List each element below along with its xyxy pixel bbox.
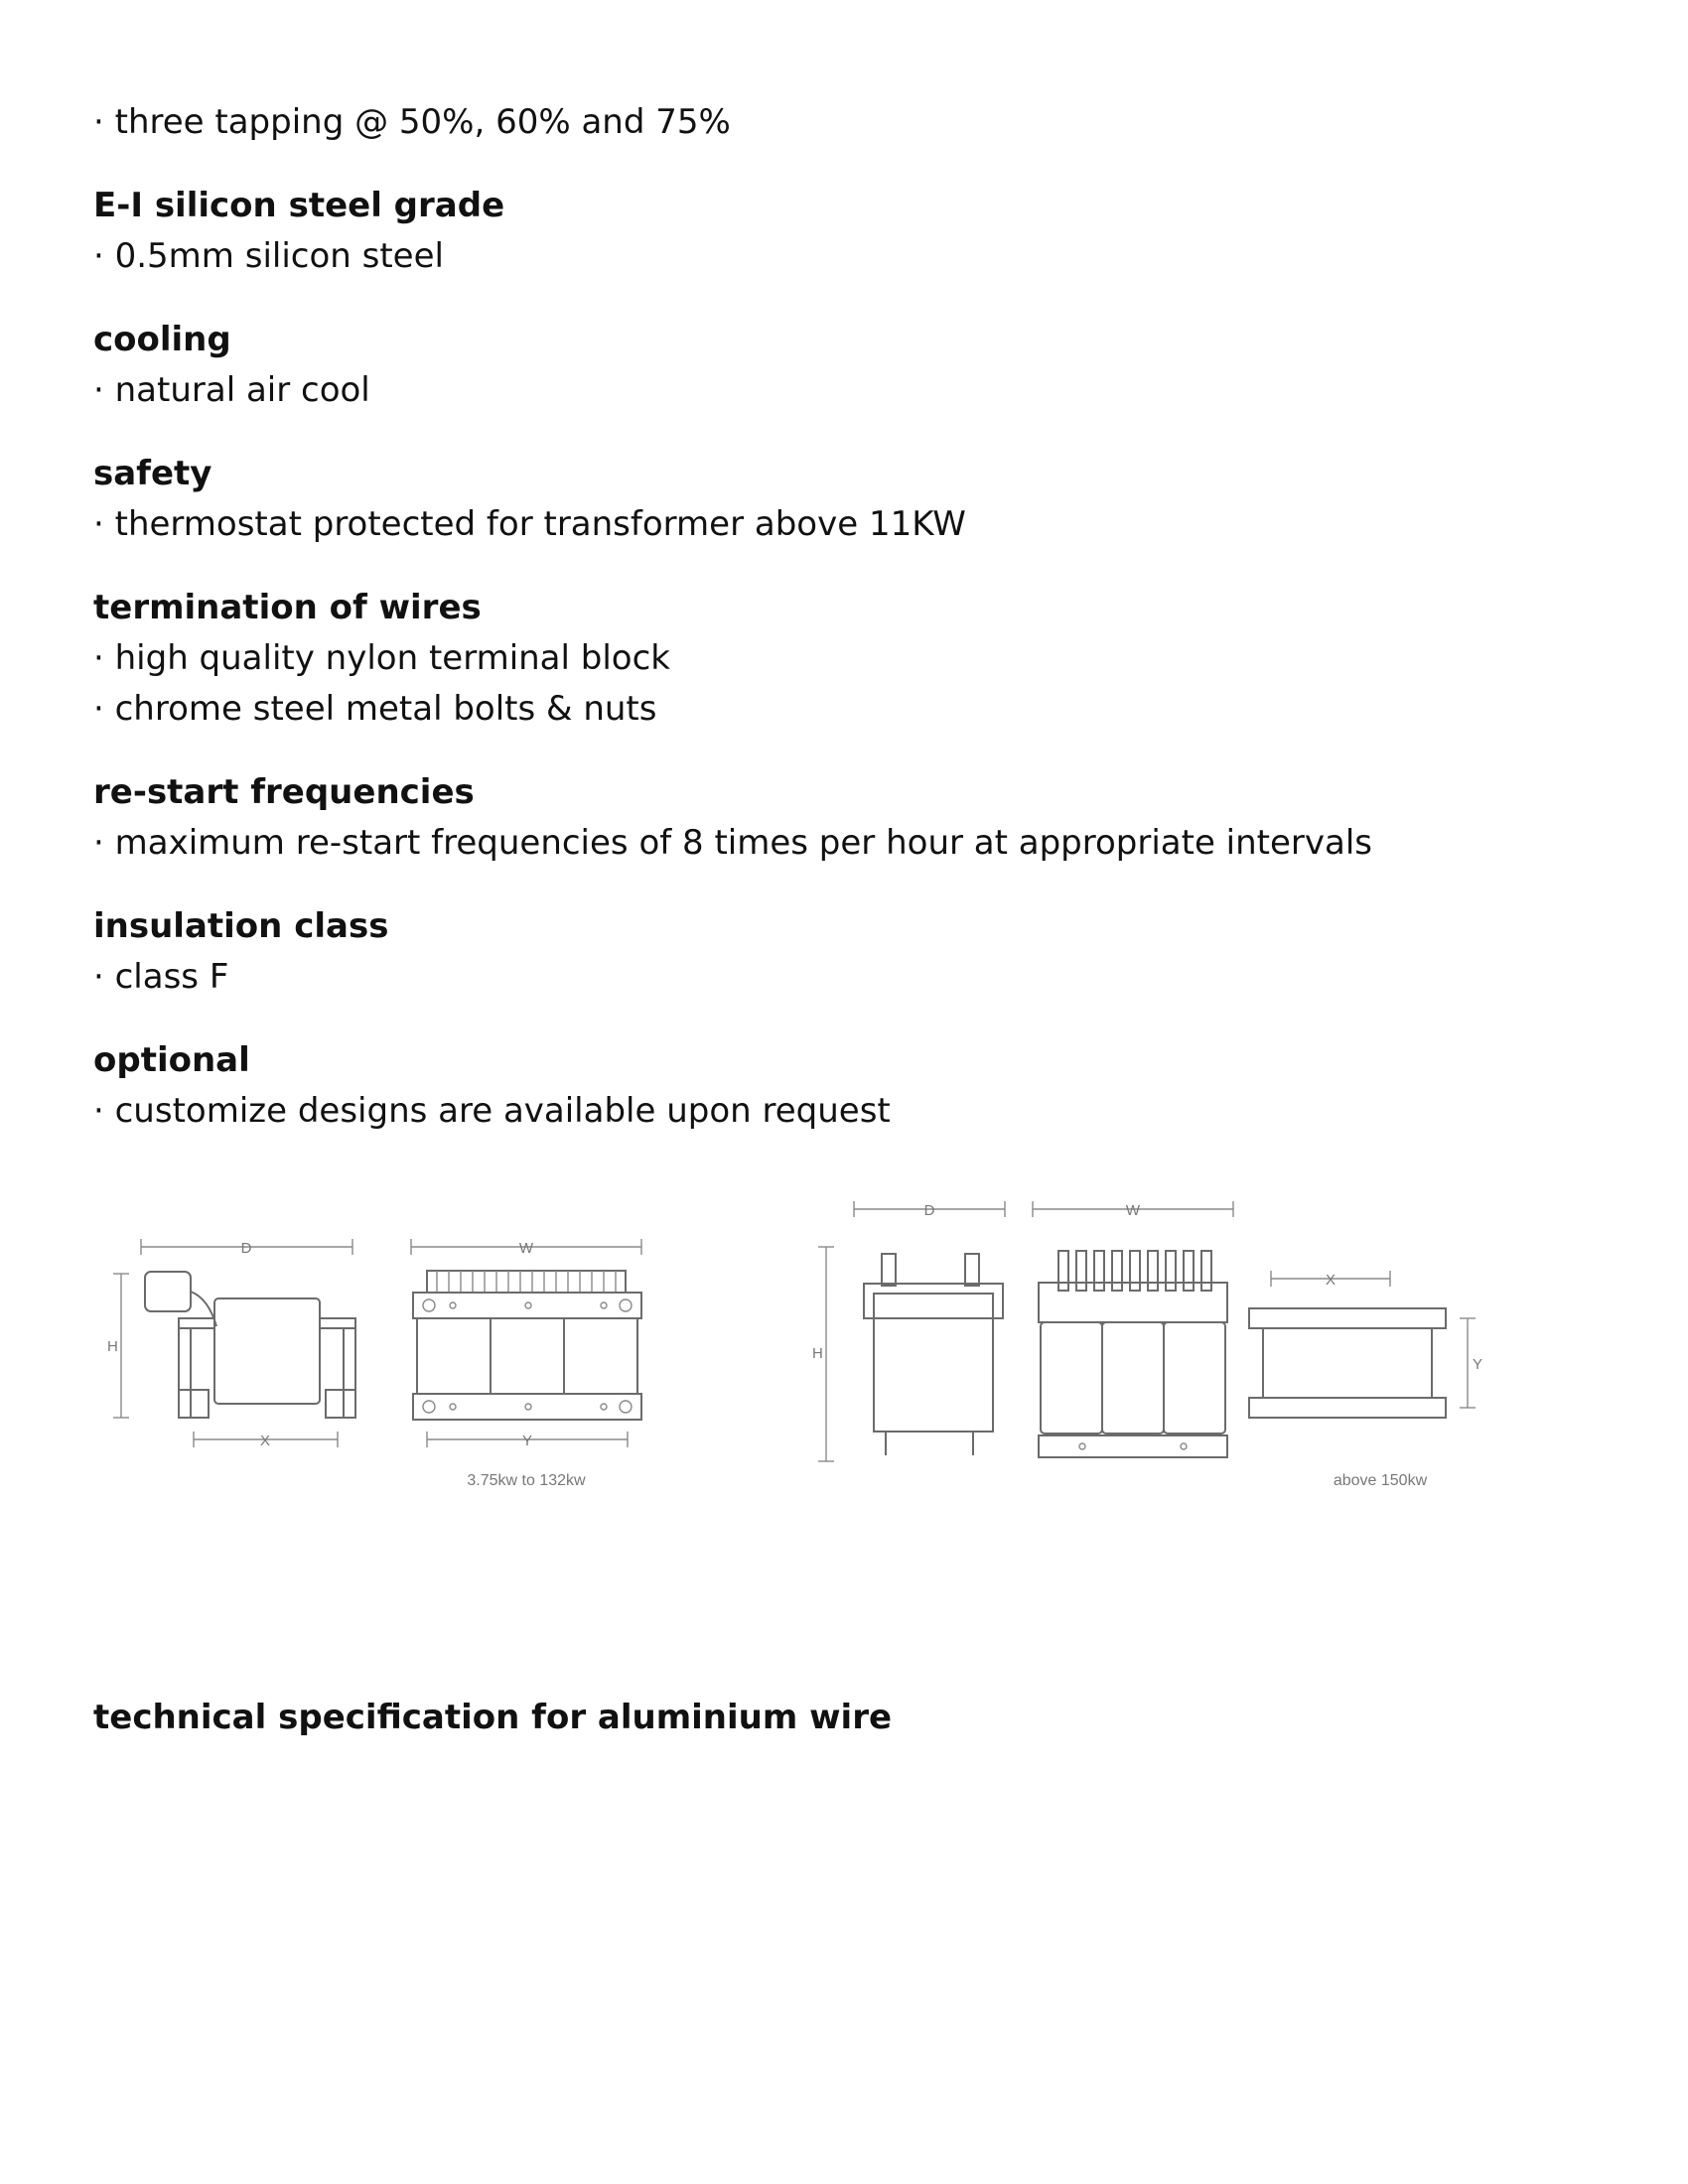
insulation-heading: insulation class: [93, 906, 389, 946]
safety-heading: safety: [93, 454, 212, 493]
restart-heading: re-start frequencies: [93, 772, 475, 812]
dim-label-h: H: [107, 1338, 118, 1355]
dim-label-x: X: [259, 1433, 271, 1449]
restart-item: · maximum re-start frequencies of 8 times per hour at appropriate intervals: [93, 823, 1373, 863]
optional-item: · customize designs are available upon request: [93, 1091, 891, 1131]
cooling-heading: cooling: [93, 320, 231, 359]
termination-heading: termination of wires: [93, 588, 482, 627]
dim-label-w: W: [518, 1240, 534, 1257]
tapping-item: · three tapping @ 50%, 60% and 75%: [93, 102, 731, 142]
transformer-dimension-drawings: [99, 1160, 1549, 1517]
large-transformer-front-view: [1033, 1201, 1233, 1457]
dim-label-y: Y: [521, 1433, 533, 1449]
dim-label-y-large: Y: [1473, 1356, 1483, 1373]
dim-label-h-large: H: [812, 1345, 823, 1362]
cooling-item: · natural air cool: [93, 370, 370, 410]
small-transformer-front-view: [411, 1239, 641, 1449]
termination-item-terminal-block: · high quality nylon terminal block: [93, 638, 670, 678]
large-transformer-base-view: [1249, 1271, 1482, 1418]
small-transformer-side-view: [107, 1239, 355, 1449]
steel-grade-heading: E-I silicon steel grade: [93, 186, 505, 225]
insulation-item: · class F: [93, 957, 229, 997]
optional-heading: optional: [93, 1040, 250, 1080]
small-range-caption: 3.75kw to 132kw: [467, 1472, 586, 1489]
dim-label-d: D: [240, 1240, 252, 1257]
dim-label-d-large: D: [923, 1202, 935, 1219]
safety-item: · thermostat protected for transformer above 11KW: [93, 504, 966, 544]
dim-label-w-large: W: [1125, 1202, 1141, 1219]
large-transformer-side-view: [812, 1201, 1005, 1461]
aluminium-spec-heading: technical specification for aluminium wire: [93, 1698, 893, 1737]
dim-label-x-large: X: [1325, 1272, 1336, 1289]
termination-item-bolts: · chrome steel metal bolts & nuts: [93, 689, 657, 729]
steel-grade-item: · 0.5mm silicon steel: [93, 236, 444, 276]
large-range-caption: above 150kw: [1333, 1472, 1428, 1489]
